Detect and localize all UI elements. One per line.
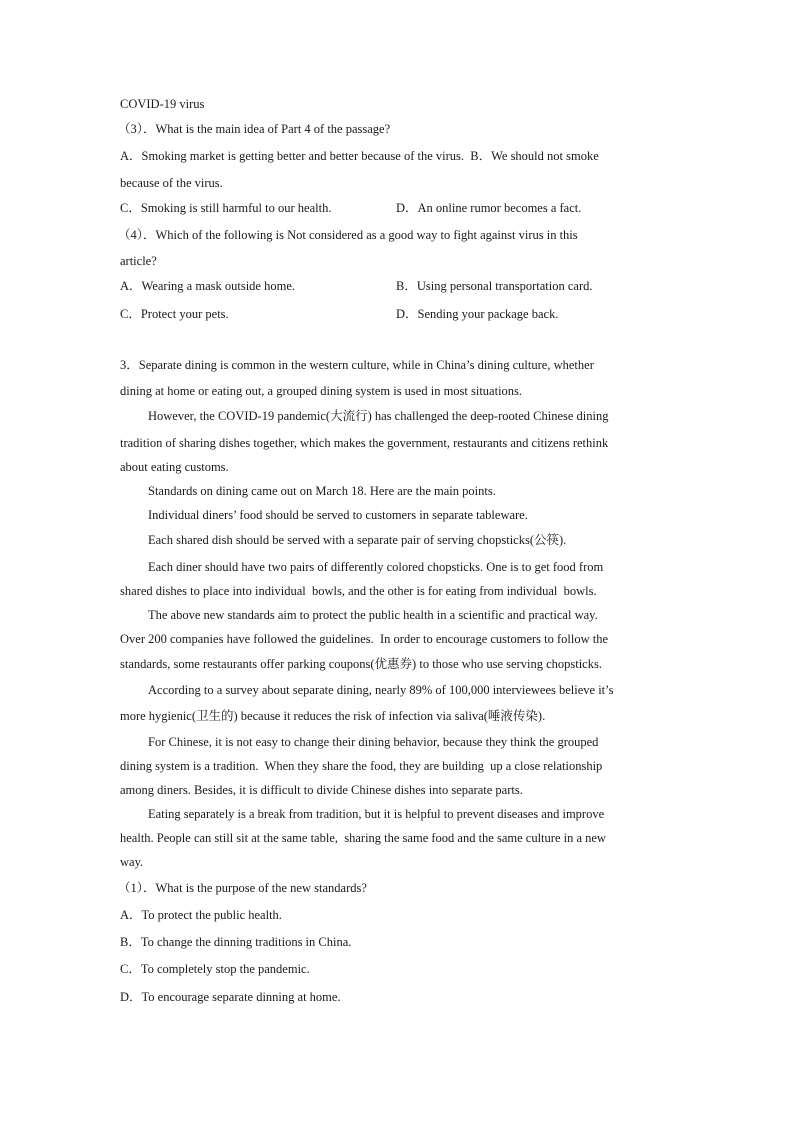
passage3-para1-line1: 3．Separate dining is common in the western culture, while in China’s dining culture, whether [120, 358, 594, 372]
passage3-para9-line3: among diners. Besides, it is difficult to divide Chinese dishes into separate parts. [120, 783, 523, 797]
passage3-para9-line2: dining system is a tradition. When they share the food, they are building up a close relationship [120, 759, 603, 773]
passage3-para6-line1: Each diner should have two pairs of differently colored chopsticks. One is to get food from [148, 560, 604, 574]
passage3-para7-line3: standards, some restaurants offer parking coupons(优惠券) to those who use serving chopsticks. [120, 657, 602, 671]
question-4-option-c: C．Protect your pets. [120, 307, 229, 321]
question-4-option-a: A．Wearing a mask outside home. [120, 279, 295, 293]
question-4-stem-line2: article? [120, 254, 157, 268]
passage3-para7-line1: The above new standards aim to protect the public health in a scientific and practical way. [148, 608, 598, 622]
passage3-para8-line1: According to a survey about separate dining, nearly 89% of 100,000 interviewees believe it’s [148, 683, 614, 697]
question-1-stem: （1）．What is the purpose of the new standards? [118, 881, 367, 895]
prev-passage-tail: COVID-19 virus [120, 97, 205, 111]
question-3-option-d: D．An online rumor becomes a fact. [396, 201, 582, 215]
passage3-para7-line2: Over 200 companies have followed the guidelines. In order to encourage customers to follow the [120, 632, 609, 646]
passage3-para2-line3: about eating customs. [120, 460, 229, 474]
passage3-para6-line2: shared dishes to place into individual bowls, and the other is for eating from individual bowls. [120, 584, 597, 598]
question-4-stem-line1: （4）．Which of the following is Not considered as a good way to fight against virus in this [118, 228, 578, 242]
passage3-para8-line2: more hygienic(卫生的) because it reduces the risk of infection via saliva(唾液传染). [120, 709, 546, 723]
passage3-para3: Standards on dining came out on March 18. Here are the main points. [148, 484, 496, 498]
question-1-option-c: C．To completely stop the pandemic. [120, 962, 310, 976]
passage3-para10-line3: way. [120, 855, 144, 869]
passage3-para1-line2: dining at home or eating out, a grouped dining system is used in most situations. [120, 384, 523, 398]
question-4-option-b: B．Using personal transportation card. [396, 279, 593, 293]
passage3-para4: Individual diners’ food should be served to customers in separate tableware. [148, 508, 528, 522]
passage3-para2-line2: tradition of sharing dishes together, which makes the government, restaurants and citizens rethink [120, 436, 609, 450]
passage3-para10-line2: health. People can still sit at the same table, sharing the same food and the same culture in a new [120, 831, 606, 845]
passage3-para9-line1: For Chinese, it is not easy to change their dining behavior, because they think the grouped [148, 735, 599, 749]
question-1-option-a: A．To protect the public health. [120, 908, 282, 922]
question-4-option-d: D．Sending your package back. [396, 307, 559, 321]
passage3-para5: Each shared dish should be served with a separate pair of serving chopsticks(公筷). [148, 533, 567, 547]
passage3-para10-line1: Eating separately is a break from tradition, but it is helpful to prevent diseases and improve [148, 807, 605, 821]
question-1-option-b: B．To change the dinning traditions in China. [120, 935, 352, 949]
question-3-options-a-b: A．Smoking market is getting better and better because of the virus. B．We should not smoke [120, 149, 599, 163]
question-3-stem: （3）．What is the main idea of Part 4 of the passage? [118, 122, 391, 136]
question-1-option-d: D．To encourage separate dinning at home. [120, 990, 341, 1004]
question-3-option-c: C．Smoking is still harmful to our health. [120, 201, 332, 215]
passage3-para2-line1: However, the COVID-19 pandemic(大流行) has challenged the deep-rooted Chinese dining [148, 409, 609, 423]
question-3-option-b-cont: because of the virus. [120, 176, 223, 190]
